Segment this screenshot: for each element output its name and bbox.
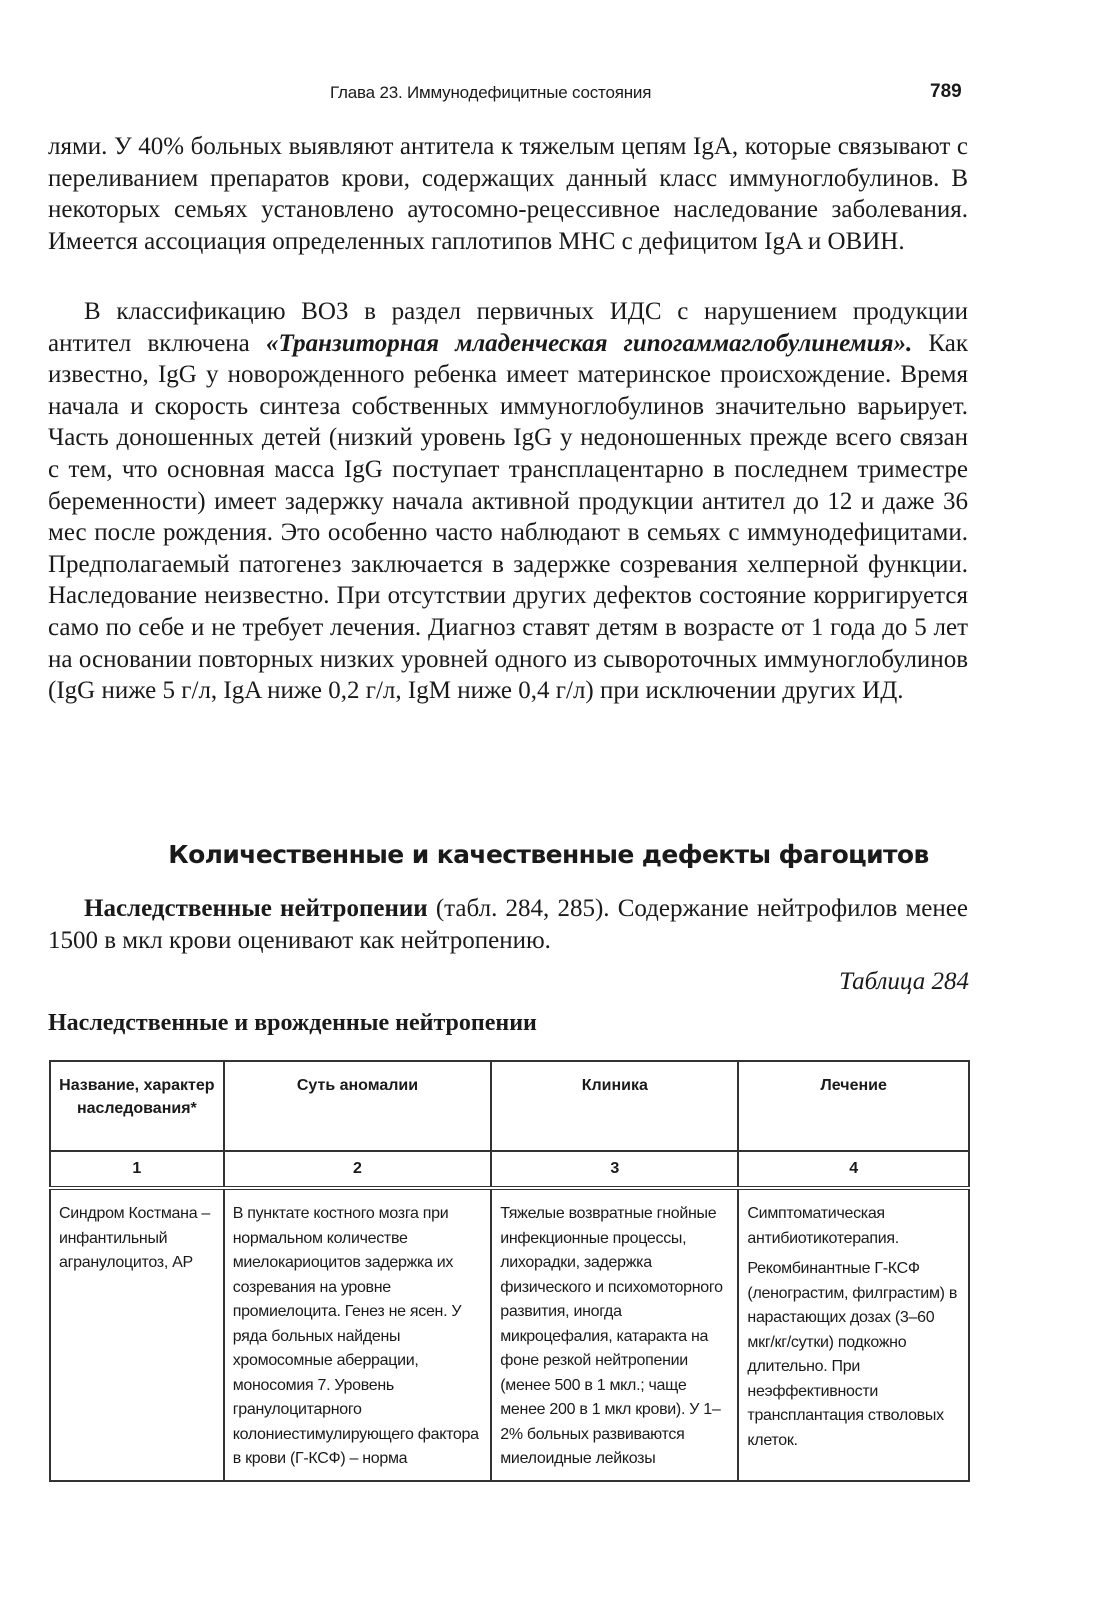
cell-text: Синдром Костмана – инфантильный агранулоцитоз, АР: [59, 1205, 211, 1271]
section-heading: Количественные и качественные дефекты фагоцитов: [168, 840, 929, 869]
cell-essence: [224, 1188, 492, 1481]
cell-text: В пунктате костного мозга при нормальном количестве миелокариоцитов задержка их созревания на уровне промиелоцита. Генез не ясен. У ряда больных найдены хромосомные аберрации, моносомия 7. Уровень гранулоцитарного колониестимулирующего фактора в крови (Г-КСФ) – норма: [232, 1205, 479, 1467]
cell-text: Рекомбинантные Г-КСФ (ленограстим, филграстим) в нарастающих дозах (3–60 мкг/кг/сутки) подкожно длительно. При неэффективности трансплантация стволовых клеток.: [747, 1260, 958, 1449]
neutropenia-table: [49, 1060, 970, 1482]
table-header-row: [50, 1061, 969, 1151]
paragraph-body: (табл. 284, 285). Содержание нейтрофилов менее 1500 в мкл крови оценивают как нейтропению.: [48, 895, 968, 954]
column-number: 2: [224, 1151, 492, 1188]
column-number: 1: [50, 1151, 224, 1188]
column-header-treatment: Лечение: [738, 1061, 969, 1151]
column-header-essence: Суть аномалии: [224, 1061, 492, 1151]
column-header-name: Название, характер наследования*: [50, 1061, 224, 1151]
disease-term: «Транзиторная младенческая гипогаммаглобулинемия».: [265, 329, 913, 357]
cell-name: [50, 1188, 224, 1481]
paragraph-text: лями. У 40% больных выявляют антитела к тяжелым цепям IgA, которые связывают с переливанием препаратов крови, содержащих данный класс иммуноглобулинов. В некоторых семьях установлено аутосомно-рецессивное наследование заболевания. Имеется ассоциация определенных гаплотипов МНС с дефицитом IgA и ОВИН.: [48, 133, 968, 255]
cell-treatment: [738, 1188, 969, 1481]
table-caption: Наследственные и врожденные нейтропении: [48, 1010, 537, 1036]
running-head: [0, 83, 1097, 113]
paragraph-text: [48, 296, 968, 707]
paragraph-neutropenias: [48, 893, 968, 956]
cell-clinic: [491, 1188, 738, 1481]
page-number: 789: [930, 81, 962, 102]
cell-text: Симптоматическая антибиотикотерапия.: [747, 1205, 899, 1247]
cell-text: Тяжелые возвратные гнойные инфекционные процессы, лихорадки, задержка физического и психомоторного развития, иногда микроцефалия, катаракта на фоне резкой нейтропении (менее 500 в 1 мкл.; чаще менее 200 в 1 мкл крови). У 1–2% больных развиваются миелоидные лейкозы: [500, 1205, 723, 1467]
column-number-row: [50, 1151, 969, 1188]
paragraph-text: [48, 893, 968, 956]
table-row: [50, 1188, 969, 1481]
table-number: Таблица 284: [839, 968, 969, 995]
paragraph-lead: В классификацию ВОЗ в раздел первичных ИДС с нарушением продукции антител включена: [48, 298, 968, 357]
column-number: 3: [491, 1151, 738, 1188]
chapter-title: Глава 23. Иммунодефицитные состояния: [330, 83, 652, 102]
column-header-clinic: Клиника: [491, 1061, 738, 1151]
bold-term: Наследственные нейтропении: [84, 895, 428, 922]
column-number: 4: [738, 1151, 969, 1188]
paragraph-continuation: [48, 131, 968, 257]
paragraph-transient-hypogammaglobulinemia: [48, 296, 968, 707]
paragraph-body: Как известно, IgG у новорожденного ребенка имеет материнское происхождение. Время начала и скорость синтеза собственных иммуноглобулинов значительно варьирует. Часть доношенных детей (низкий уровень IgG у недоношенных прежде всего связан с тем, что основная масса IgG поступает трансплацентарно в последнем триместре беременности) имеет задержку начала активной продукции антител до 12 и даже 36 мес после рождения. Это особенно часто наблюдают в семьях с иммунодефицитами. Предполагаемый патогенез заключается в задержке созревания хелперной функции. Наследование неизвестно. При отсутствии других дефектов состояние корригируется само по себе и не требует лечения. Диагноз ставят детям в возрасте от 1 года до 5 лет на основании повторных низких уровней одного из сывороточных иммуноглобулинов (IgG ниже 5 г/л, IgA ниже 0,2 г/л, IgM ниже 0,4 г/л) при исключении других ИД.: [48, 329, 968, 705]
